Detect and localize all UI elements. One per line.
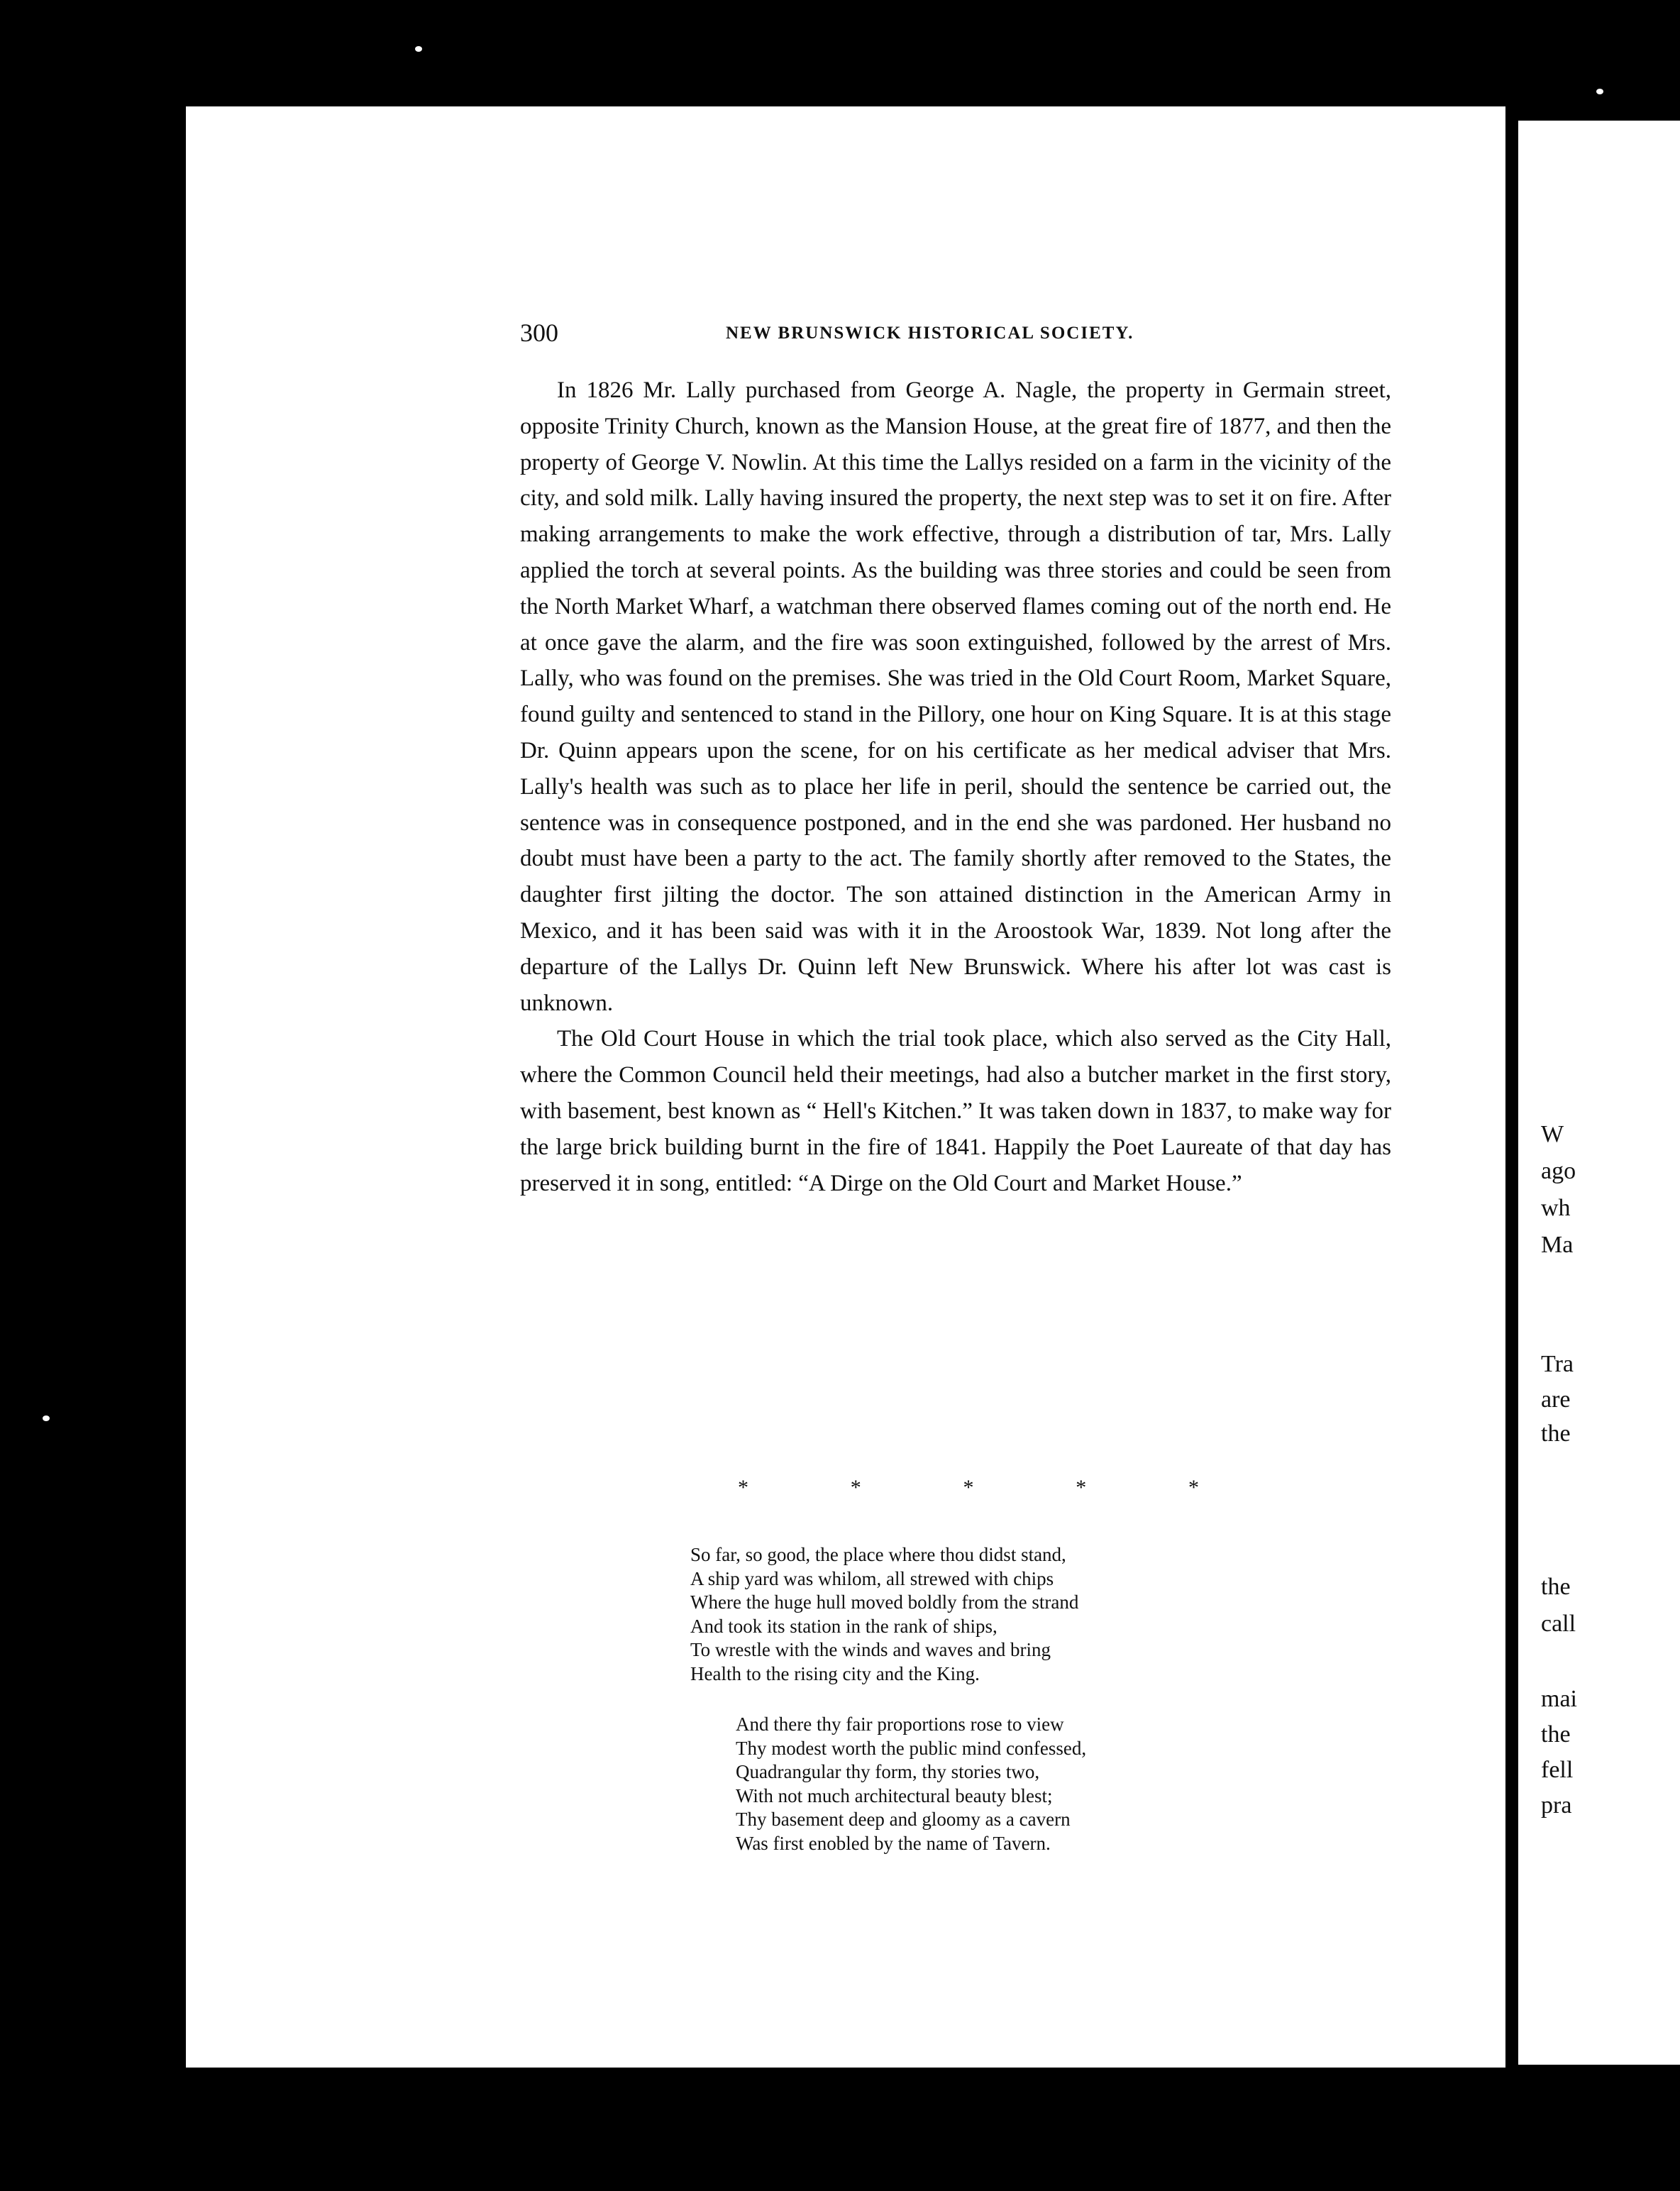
facing-page-fragment: are: [1541, 1386, 1571, 1413]
poem-line: With not much architectural beauty blest;: [736, 1784, 1053, 1806]
facing-page-fragment: W: [1541, 1121, 1564, 1147]
facing-page-fragment: the: [1541, 1574, 1571, 1600]
poem-line: Thy modest worth the public mind confessed,: [736, 1737, 1087, 1759]
poem-line: Health to the rising city and the King.: [690, 1662, 980, 1684]
scan-speck: [43, 1415, 50, 1421]
poem-line: Quadrangular thy form, thy stories two,: [736, 1761, 1040, 1783]
poem-line: To wrestle with the winds and waves and bring: [690, 1639, 1051, 1661]
page-header: [520, 318, 1194, 349]
poem-line: Where the huge hull moved boldly from the strand: [690, 1591, 1079, 1613]
poem-line: Thy basement deep and gloomy as a cavern: [736, 1809, 1071, 1831]
page-number: 300: [520, 319, 558, 347]
scan-speck: [415, 46, 422, 52]
page-gutter: [1505, 117, 1518, 2075]
facing-page-fragment: fell: [1541, 1757, 1574, 1783]
poem-stanza: [736, 1713, 1086, 1856]
facing-page-fragment: wh: [1541, 1195, 1571, 1221]
asterisk: *: [850, 1476, 861, 1499]
asterisk: *: [963, 1476, 974, 1499]
facing-page-fragment: call: [1541, 1611, 1576, 1637]
facing-page-fragment: ago: [1541, 1158, 1576, 1184]
poem-line: Was first enobled by the name of Tavern.: [736, 1832, 1051, 1854]
section-break-ornament: [738, 1476, 1199, 1500]
poem-stanza: [690, 1543, 1078, 1687]
poem-line: And there thy fair proportions rose to view: [736, 1713, 1064, 1735]
facing-page-fragment: the: [1541, 1420, 1571, 1447]
facing-page-fragment: pra: [1541, 1792, 1572, 1819]
scan-speck: [1596, 89, 1603, 94]
facing-page-fragment: Ma: [1541, 1232, 1574, 1258]
facing-page-fragment: the: [1541, 1721, 1571, 1748]
paragraph: In 1826 Mr. Lally purchased from George A. Nagle, the property in Germain street, opposite Trinity Church, known as the Mansion House, at the great fire of 1877, and then the property of George V. Nowlin. At this time the Lallys resided on a farm in the vicinity of the city, and sold milk. Lally having insured the property, the next step was to set it on fire. After making arrangements to make the work effective, through a distribution of tar, Mrs. Lally applied the torch at several points. As the building was three stories and could be seen from the North Market Wharf, a watchman there observed flames coming out of the north end. He at once gave the alarm, and the fire was soon extinguished, followed by the arrest of Mrs. Lally, who was found on the premises. She was tried in the Old Court Room, Market Square, found guilty and sentenced to stand in the Pillory, one hour on King Square. It is at this stage Dr. Quinn appears upon the scene, for on his certificate as her medical adviser that Mrs. Lally's health was such as to place her life in peril, should the sentence be carried out, the sentence was in consequence postponed, and in the end she was pardoned. Her husband no doubt must have been a party to the act. The family shortly after removed to the States, the daughter first jilting the doctor. The son attained distinction in the American Army in Mexico, and it has been said was with it in the Aroostook War, 1839. Not long after the departure of the Lallys Dr. Quinn left New Brunswick. Where his after lot was cast is unknown.: [520, 377, 1391, 1016]
asterisk: *: [738, 1476, 748, 1499]
facing-page-fragment: Tra: [1541, 1351, 1574, 1377]
asterisk: *: [1076, 1476, 1087, 1499]
poem-line: So far, so good, the place where thou didst stand,: [690, 1544, 1066, 1565]
asterisk: *: [1188, 1476, 1199, 1499]
facing-page-fragment: mai: [1541, 1686, 1577, 1712]
poem-line: And took its station in the rank of ships,: [690, 1615, 998, 1637]
paragraph: The Old Court House in which the trial took place, which also served as the City Hall, where the Common Council held their meetings, had also a butcher market in the first story, with basement, best known as “ Hell's Kitchen.” It was taken down in 1837, to make way for the large brick building burnt in the fire of 1841. Happily the Poet Laureate of that day has preserved it in song, entitled: “A Dirge on the Old Court and Market House.”: [520, 1026, 1391, 1196]
running-head: NEW BRUNSWICK HISTORICAL SOCIETY.: [726, 324, 1134, 343]
body-text: [520, 372, 1391, 1201]
poem-line: A ship yard was whilom, all strewed with chips: [690, 1567, 1054, 1589]
